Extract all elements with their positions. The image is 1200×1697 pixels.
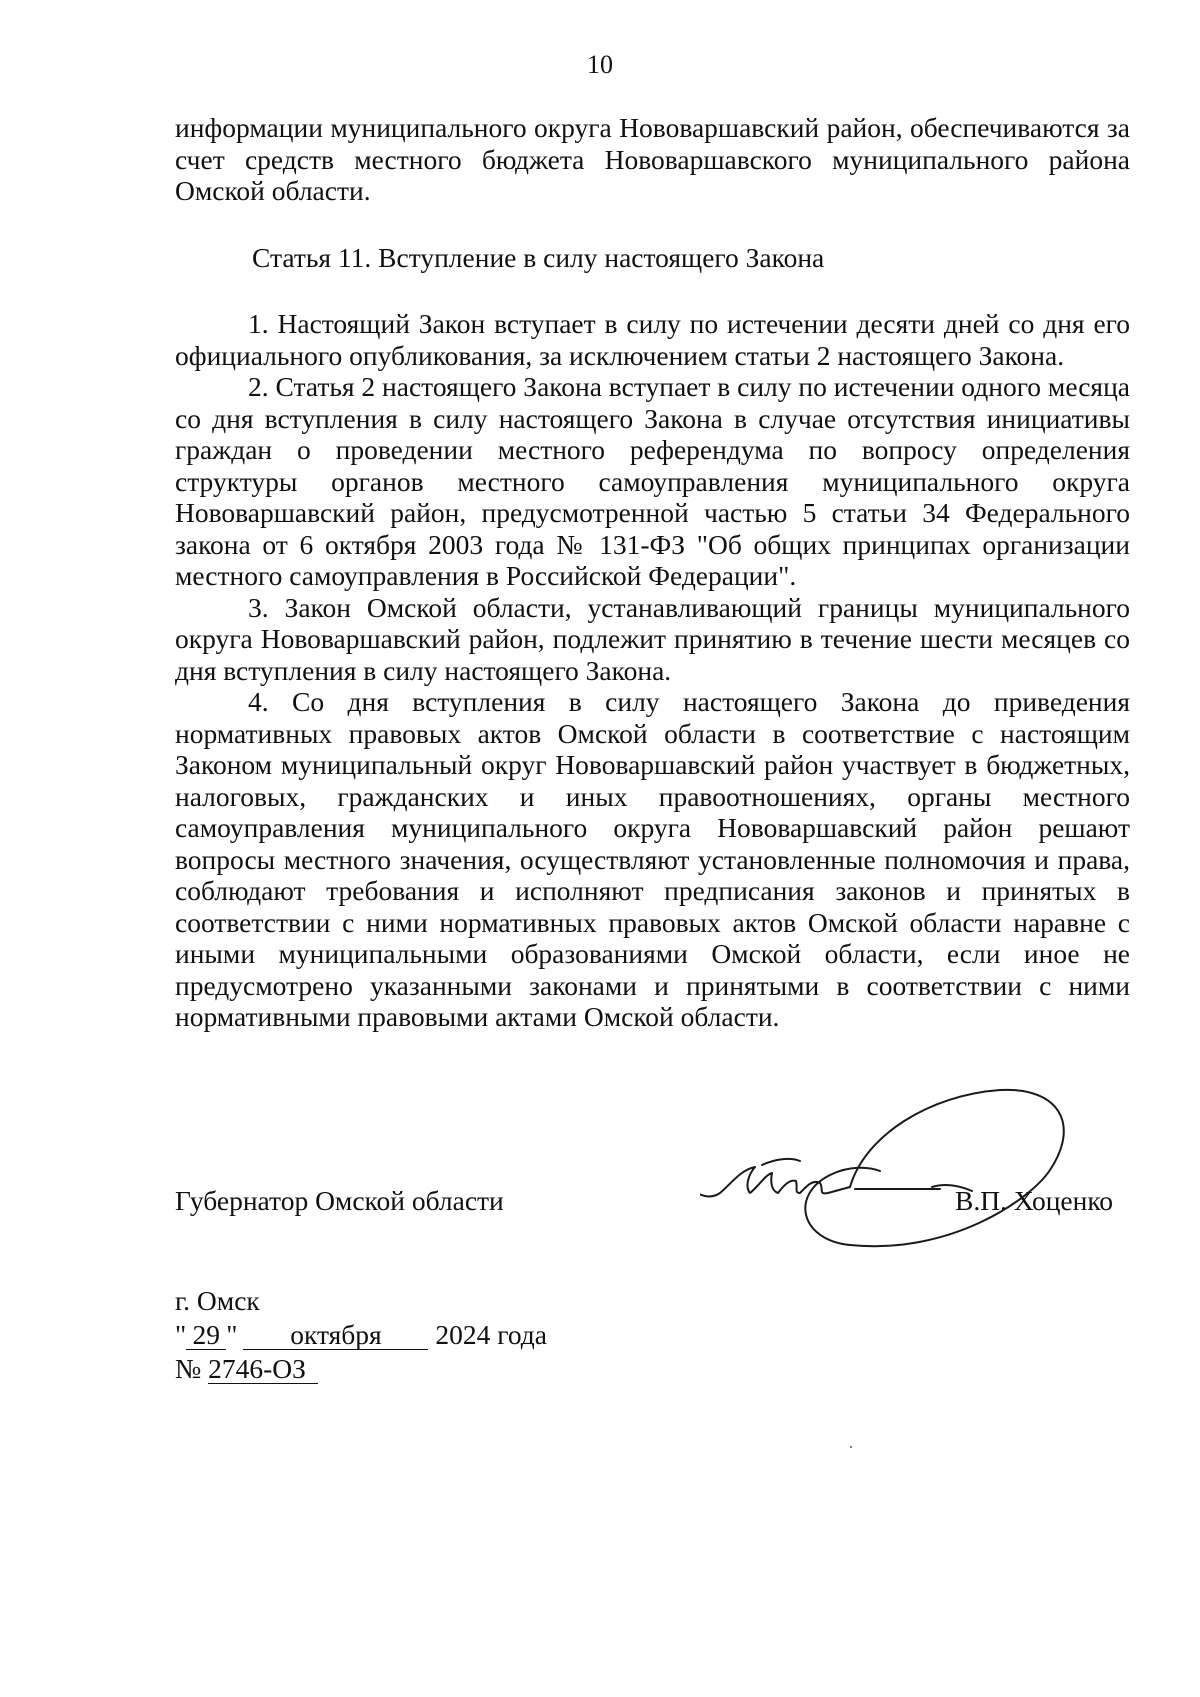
continuation-paragraph: информации муниципального округа Нововаршавский район, обеспечиваются за счет средств местного бюджета Нововаршавского муниципального района Омской области. — [175, 112, 1130, 206]
signing-date — [175, 1319, 547, 1351]
page-number: 10 — [587, 50, 613, 79]
number-value: 2746-ОЗ — [208, 1355, 318, 1384]
place: г. Омск — [175, 1285, 260, 1316]
article-item: 3. Закон Омской области, устанавливающий границы муниципального округа Нововаршавский район, подлежит принятию в течение шести месяцев со дня вступления в силу настоящего Закона. — [175, 591, 1130, 686]
governor-name: В.П. Хоценко — [955, 1185, 1114, 1216]
scan-speck — [850, 1446, 852, 1448]
article-item: 1. Настоящий Закон вступает в силу по истечении десяти дней со дня его официального опубликования, за исключением статьи 2 настоящего Закона. — [175, 308, 1130, 371]
article-items — [175, 308, 1130, 1033]
article-item: 2. Статья 2 настоящего Закона вступает в силу по истечении одного месяца со дня вступления в силу настоящего Закона в случае отсутствия инициативы граждан о проведении местного референдума по вопросу определения структуры органов местного самоуправления муниципального округа Нововаршавский район, предусмотренной частью 5 статьи 34 Федерального закона от 6 октября 2003 года № 131-ФЗ "Об общих принципах организации местного самоуправления в Российской Федерации". — [175, 371, 1130, 591]
quote-open: " — [175, 1319, 187, 1350]
date-day: 29 — [186, 1321, 226, 1350]
article-heading: Статья 11. Вступление в силу настоящего Закона — [252, 242, 825, 273]
law-number — [175, 1353, 318, 1385]
governor-title: Губернатор Омской области — [175, 1185, 504, 1216]
number-prefix: № — [175, 1353, 202, 1384]
date-year: 2024 года — [435, 1319, 547, 1350]
quote-close: " — [226, 1319, 238, 1350]
article-item: 4. Со дня вступления в силу настоящего Закона до приведения нормативных правовых актов Омской области в соответствие с настоящим Законом муниципальный округ Нововаршавский район участвует в бюджетных, налоговых, гражданских и иных правоотношениях, органы местного самоуправления муниципального округа Нововаршавский район решают вопросы местного значения, осуществляют установленные полномочия и права, соблюдают требования и исполняют предписания законов и принятых в соответствии с ними нормативных правовых актов Омской области наравне с иными муниципальными образованиями Омской области, если иное не предусмотрено указанными законами и принятыми в соответствии с ними нормативными правовыми актами Омской области. — [175, 686, 1130, 1032]
handwritten-signature — [700, 1075, 1130, 1275]
date-month: октября — [243, 1321, 428, 1350]
